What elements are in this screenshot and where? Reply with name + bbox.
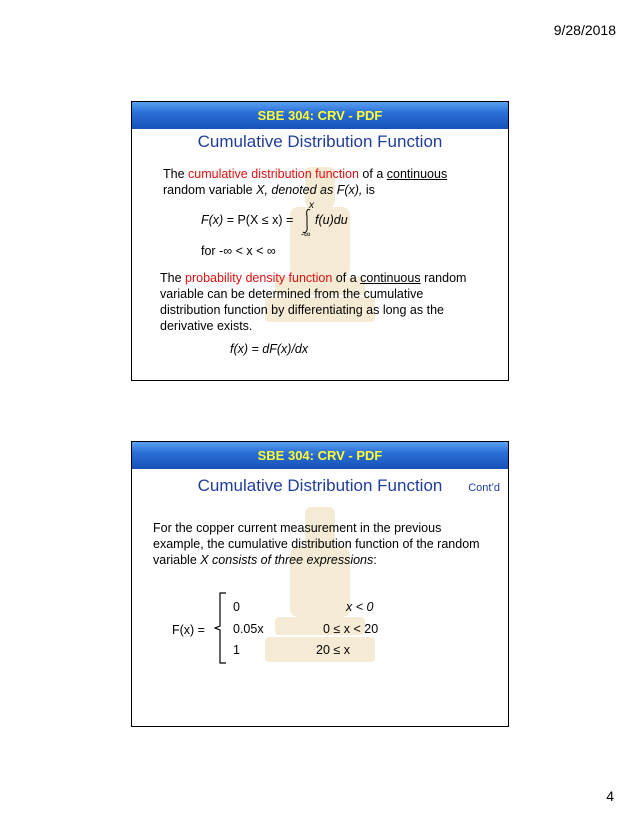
slide-title: Cumulative Distribution Function (197, 132, 443, 151)
case-value-3: 1 (233, 643, 240, 657)
cdf-equation: F(x) = P(X ≤ x) = (201, 213, 294, 227)
integral-upper-limit: x (309, 200, 314, 211)
paragraph-pdf-line1: The probability density function of a continuous random (160, 271, 467, 285)
domain-line: for -∞ < x < ∞ (201, 244, 276, 258)
case-condition-2: 0 ≤ x < 20 (323, 622, 379, 636)
continued-label: Cont’d (468, 482, 500, 494)
case-condition-3: 20 ≤ x (316, 643, 350, 657)
case-condition-1: x < 0 (346, 600, 374, 614)
pdf-equation: f(x) = dF(x)/dx (230, 342, 309, 356)
slide-banner: SBE 304: CRV - PDF (132, 102, 508, 129)
paragraph-cdf-line2: random variable X, denoted as F(x), is (163, 183, 375, 197)
page-date: 9/28/2018 (553, 22, 616, 38)
piecewise-lhs: F(x) = (172, 623, 205, 637)
page-number: 4 (606, 788, 614, 804)
example-text-line1: For the copper current measurement in the previous (153, 521, 442, 535)
example-text-line3: variable X consists of three expressions: (153, 553, 377, 567)
case-value-2: 0.05x (233, 622, 264, 636)
example-text-line2: example, the cumulative distribution function of the random (153, 537, 480, 551)
paragraph-pdf-line3: distribution function by differentiating as long as the (160, 303, 444, 317)
slide-title: Cumulative Distribution Function (197, 476, 443, 495)
integral-body: f(u)du (315, 213, 348, 227)
left-brace-icon (214, 592, 228, 664)
slide-2 (131, 441, 509, 727)
slide-banner: SBE 304: CRV - PDF (132, 442, 508, 469)
paragraph-pdf-line2: variable can be determined from the cumulative (160, 287, 424, 301)
paragraph-pdf-line4: derivative exists. (160, 319, 253, 333)
case-value-1: 0 (233, 600, 240, 614)
paragraph-cdf-line1: The cumulative distribution function of a continuous (163, 167, 448, 181)
integral-lower-limit: -∞ (301, 229, 311, 239)
slide-1 (131, 101, 509, 381)
